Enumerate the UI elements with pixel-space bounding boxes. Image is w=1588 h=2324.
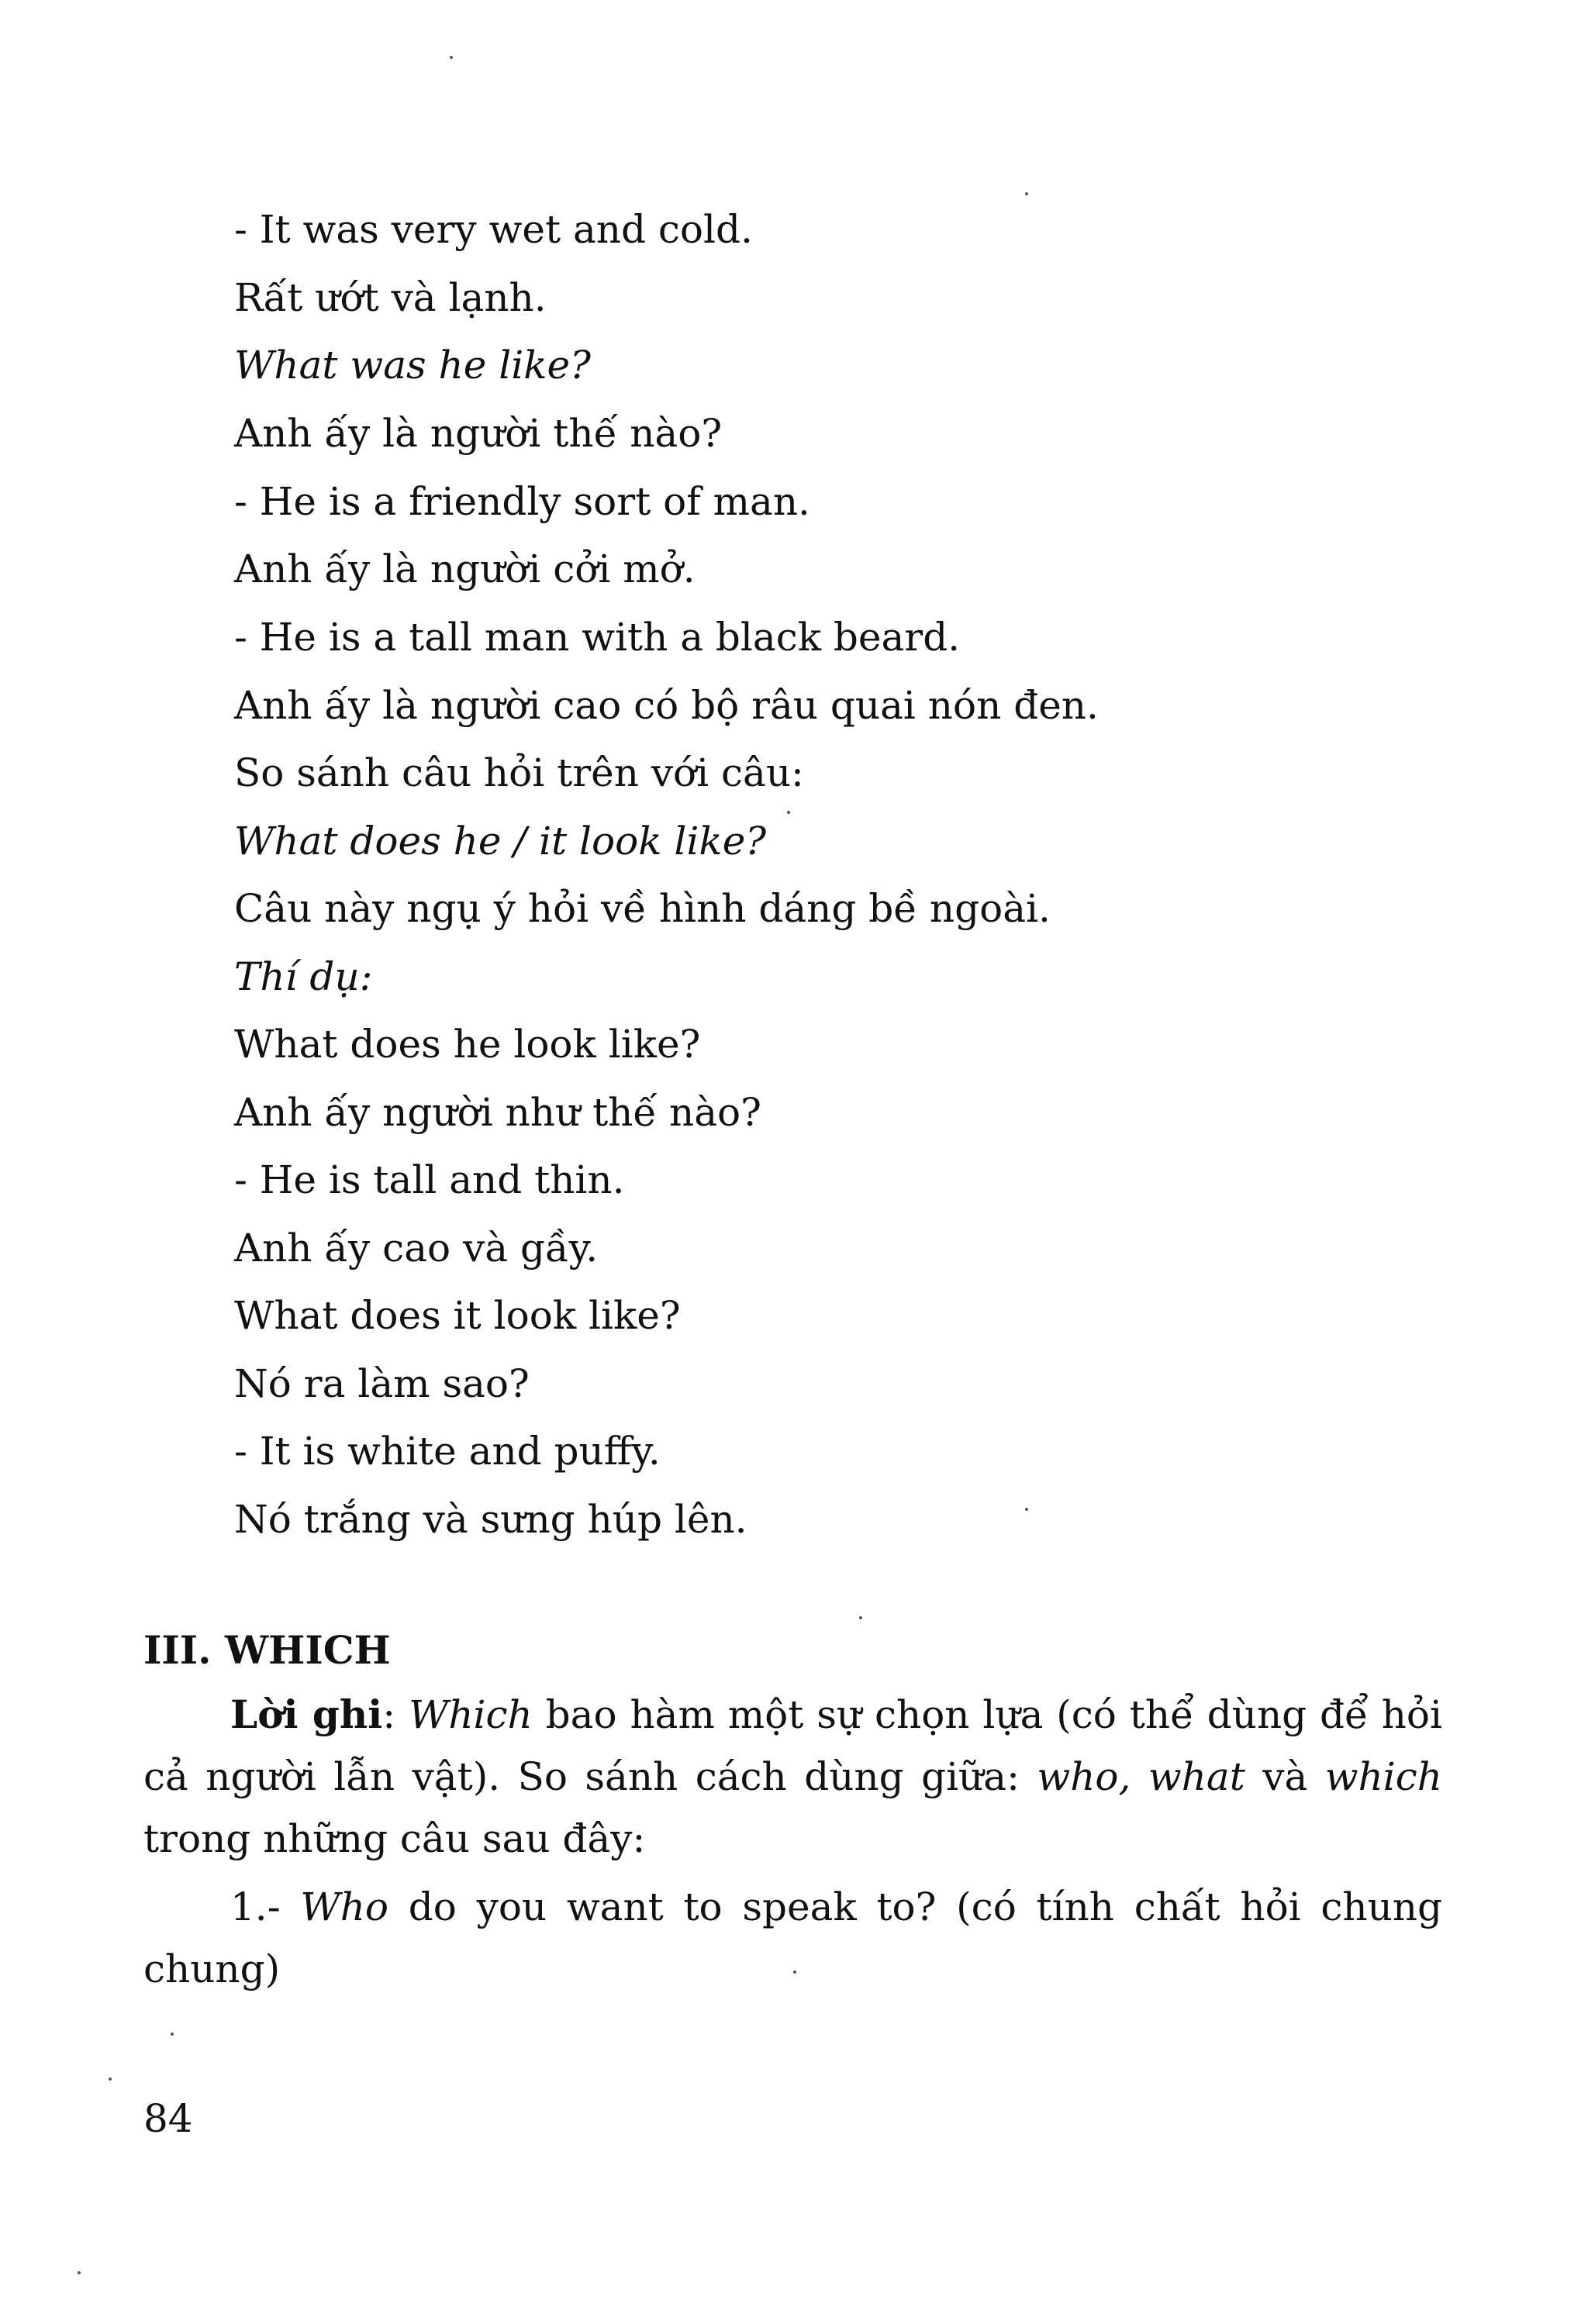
note-what: what xyxy=(1148,1754,1245,1799)
scan-speck xyxy=(171,2033,174,2036)
question-italic: What does he / it look like? xyxy=(234,819,767,864)
translation: Anh ấy người như thế nào? xyxy=(234,1090,761,1135)
translation: Anh ấy cao và gầy. xyxy=(234,1226,599,1271)
translation: Anh ấy là người cởi mở. xyxy=(234,547,696,591)
scan-speck xyxy=(1025,192,1028,195)
text-line: What does it look like? xyxy=(234,1293,681,1338)
translation: Anh ấy là người thế nào? xyxy=(234,411,723,456)
translation: Câu này ngụ ý hỏi về hình dáng bề ngoài. xyxy=(234,886,1051,931)
note-who: who, xyxy=(1037,1754,1131,1799)
question-italic: What was he like? xyxy=(234,343,591,388)
example-1-who: Who xyxy=(300,1884,389,1929)
note-paragraph xyxy=(143,1684,1442,1870)
note-text: bao hàm một sự chọn lựa (có thể dùng để hỏi cả người lẫn vật). So sánh cách dùng giữa: xyxy=(143,1692,1442,1799)
text-line: - It is white and puffy. xyxy=(234,1429,661,1474)
translation: Anh ấy là người cao có bộ râu quai nón đen. xyxy=(234,683,1099,728)
example-1-text: do you want to speak to? (có tính chất hỏi chung chung) xyxy=(143,1884,1443,1991)
section-heading: III. WHICH xyxy=(143,1627,391,1673)
note-label: Lời ghi xyxy=(230,1691,383,1737)
example-label: Thí dụ: xyxy=(234,954,373,999)
text-line: So sánh câu hỏi trên với câu: xyxy=(234,750,804,795)
note-text-2: trong những câu sau đây: xyxy=(143,1816,646,1861)
text-line: - He is a friendly sort of man. xyxy=(234,479,810,524)
text-line: - He is a tall man with a black beard. xyxy=(234,615,961,660)
translation: Nó ra làm sao? xyxy=(234,1361,530,1406)
scan-speck xyxy=(78,2271,81,2274)
translation: Nó trắng và sưng húp lên. xyxy=(234,1497,747,1542)
scan-speck xyxy=(1025,1508,1028,1511)
translation: Rất ướt và lạnh. xyxy=(234,275,547,320)
note-which-2: which xyxy=(1324,1754,1442,1799)
example-1 xyxy=(143,1876,1442,2000)
note-which: Which xyxy=(408,1692,533,1737)
scan-speck xyxy=(859,1616,862,1619)
text-line: - It was very wet and cold. xyxy=(234,207,753,252)
scan-speck xyxy=(109,2077,112,2081)
example-1-number: 1.- xyxy=(230,1884,301,1929)
scan-speck xyxy=(450,56,453,59)
page-number: 84 xyxy=(143,2096,193,2141)
note-and: và xyxy=(1245,1754,1325,1799)
text-line: - He is tall and thin. xyxy=(234,1157,625,1202)
note-space xyxy=(1131,1754,1148,1799)
text-line: What does he look like? xyxy=(234,1022,701,1067)
scan-speck xyxy=(793,1971,796,1974)
scan-speck xyxy=(787,811,790,814)
note-separator: : xyxy=(382,1692,409,1737)
